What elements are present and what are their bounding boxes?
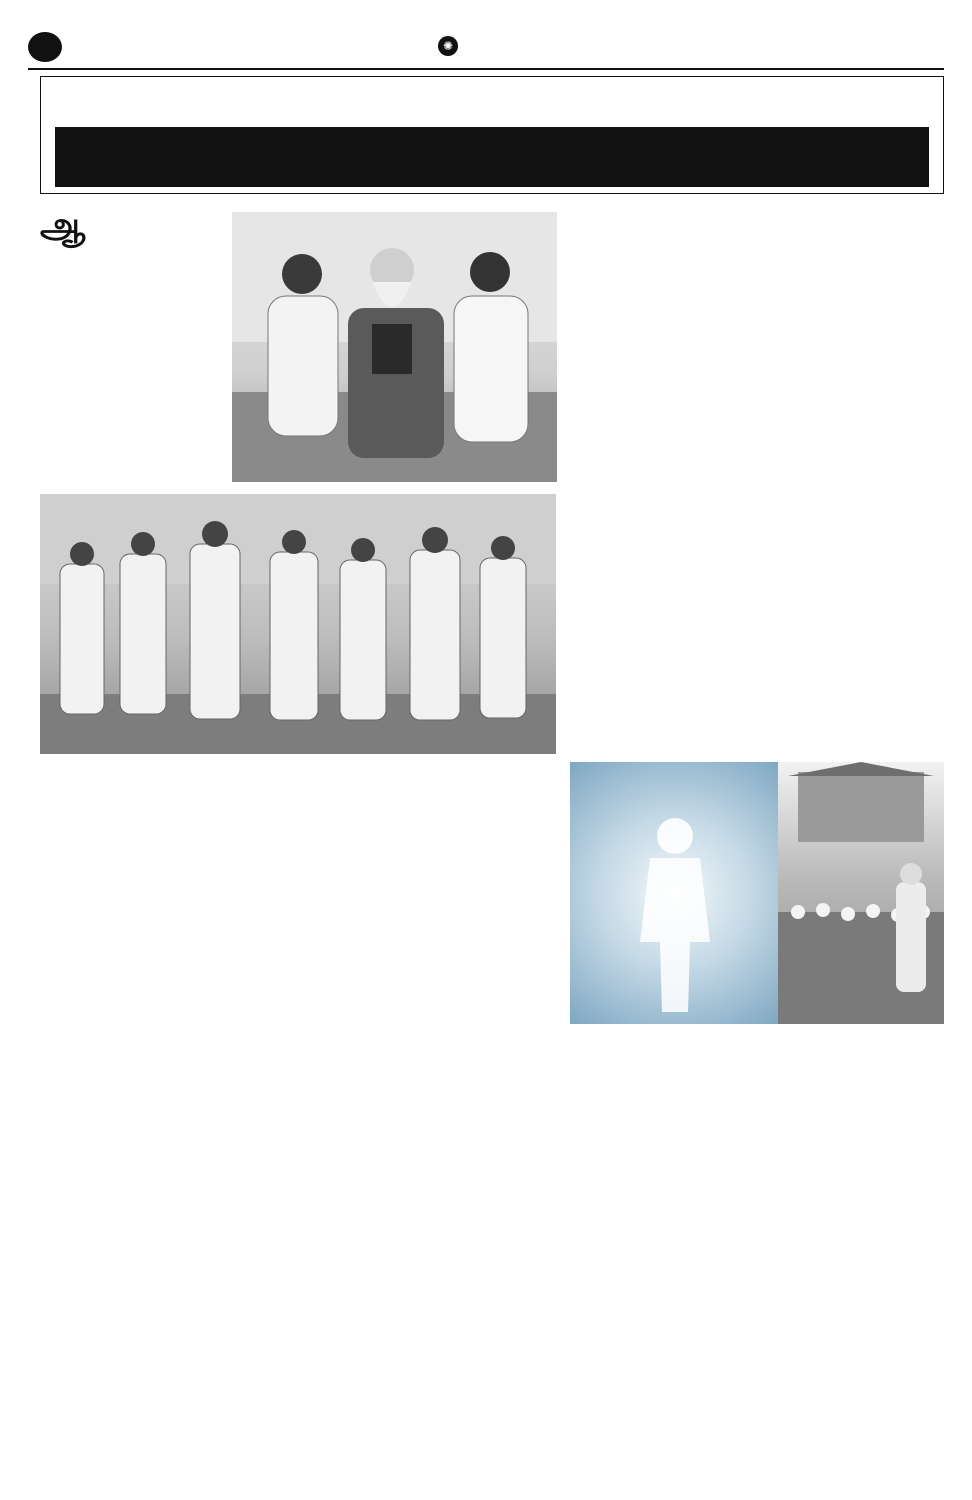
paper-name — [438, 36, 462, 56]
dateline — [938, 36, 944, 56]
temple-march-drawing — [778, 762, 944, 1024]
glowing-figure-photo — [570, 762, 780, 1024]
drop-cap: ஆ — [40, 208, 86, 246]
gandhi-march-drawing — [40, 494, 556, 754]
leaders-photo-drawing — [232, 212, 557, 482]
headline — [55, 127, 929, 187]
headline-box — [40, 76, 944, 194]
column-3-top — [400, 484, 556, 492]
murasoli-logo-icon: ✺ — [438, 36, 458, 56]
page-number — [28, 32, 62, 62]
temple-march-photo — [778, 762, 944, 1024]
glowing-figure-drawing — [570, 762, 780, 1024]
gandhi-march-photo — [40, 494, 556, 754]
top-rule — [28, 68, 944, 70]
column-1-top — [40, 208, 222, 490]
masthead — [28, 30, 944, 66]
column-2-top — [232, 484, 390, 492]
leaders-photo — [232, 212, 557, 482]
